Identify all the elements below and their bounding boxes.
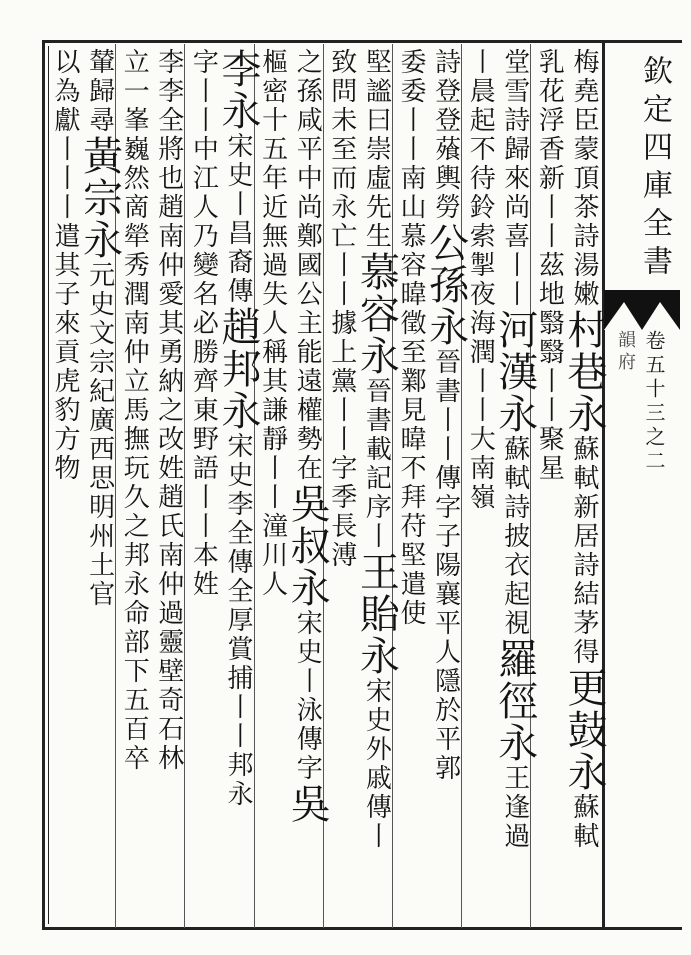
text-column: [76, 48, 123, 609]
text-segment: 夜海潤丨丨: [465, 280, 496, 425]
book-subtitle: 韻府: [615, 330, 636, 374]
headword: 李永: [215, 48, 261, 132]
text-segment: 丨丨丨遣其子來貢虎豹方物: [50, 135, 80, 483]
text-column: [47, 48, 83, 483]
text-segment: 丨丨據上黨: [326, 251, 357, 396]
text-segment: 晉書載記序丨: [361, 377, 392, 551]
text-segment: 蘇軾: [569, 793, 599, 851]
text-segment: 邦永: [223, 751, 253, 809]
text-segment: 乃變名必勝齊東野語丨丨本姓: [188, 222, 219, 599]
text-segment: 元史文宗紀廣西思明州土官: [84, 261, 115, 609]
text-column: [185, 48, 221, 599]
headword: 趙邦永: [215, 306, 261, 432]
text-column: [353, 48, 400, 851]
text-segment: 宋史丨昌裔傳: [223, 132, 253, 306]
text-segment: 致問未至而永亡: [326, 48, 357, 251]
text-column: [422, 48, 469, 783]
text-segment: 字丨丨中江人: [188, 48, 219, 222]
text-segment: 丨丨潼川人: [257, 454, 288, 599]
text-segment: 宋史丨泳傳字: [292, 609, 323, 783]
text-segment: 宋史外戚傳丨: [361, 677, 392, 851]
text-segment: 晉書丨丨傳字子陽襄平人隱於平郭: [430, 348, 461, 783]
text-segment: 丨晨起不待鈴索掣: [465, 48, 496, 280]
text-segment: 委委丨丨: [396, 48, 426, 164]
text-segment: 堂雪詩歸來尚喜丨丨: [499, 48, 530, 309]
headword: 王貽永: [353, 551, 400, 677]
text-segment: 蘇軾新居詩結茅得: [569, 435, 599, 667]
text-segment: 堅謐曰崇虛先生: [361, 48, 392, 251]
text-segment: 李李全將也趙南仲愛其勇納之改姓趙氏南仲過靈壁奇石林: [153, 48, 184, 773]
book-title: 欽定四庫全書: [637, 55, 672, 283]
fishtail-mark-icon: [604, 290, 680, 330]
headword: 慕容永: [353, 251, 400, 377]
headword: 公孫永: [422, 222, 469, 348]
headword: 更鼓永: [561, 667, 607, 793]
text-column: [215, 48, 261, 809]
text-segment: 以為獻: [50, 48, 80, 135]
text-segment: 茲地翳翳丨丨: [534, 251, 565, 425]
headword: 吳叔永: [284, 483, 331, 609]
headword: 羅徑永: [491, 638, 538, 764]
text-column: [284, 48, 331, 825]
text-segment: 王逢過: [499, 764, 530, 851]
text-segment: 輦歸尋: [84, 48, 115, 135]
text-column: [151, 48, 187, 773]
text-column: [491, 48, 538, 851]
headword: 村巷永: [561, 309, 607, 435]
text-segment: 大南嶺: [465, 425, 496, 512]
text-segment: 南山慕容暐徵至鄴見暐不拜苻堅遣使: [396, 164, 426, 628]
headword: 吳: [284, 783, 331, 825]
headword: 黃宗永: [76, 135, 123, 261]
text-segment: 樞密十五年近無過失人稱其謙靜: [257, 48, 288, 454]
text-segment: 乳花浮香新丨丨: [534, 48, 565, 251]
volume-number: 卷五十三之二: [642, 330, 666, 474]
text-segment: 詩登登蕵輿勞: [430, 48, 461, 222]
text-segment: 聚星: [534, 425, 565, 483]
text-segment: 丨丨字季長溥: [326, 396, 357, 570]
text-segment: 之孫咸平中尚鄭國公主能遠權勢在: [292, 48, 323, 483]
text-segment: 蘇軾詩披衣起視: [499, 435, 530, 638]
text-column: [561, 48, 607, 851]
text-segment: 宋史李全傳全厚賞捕丨丨: [223, 432, 253, 751]
headword: 河漢永: [491, 309, 538, 435]
text-segment: 立一峯巍然啇犖秀潤南仲立馬撫玩久之邦永命部下五百卒: [119, 48, 150, 773]
text-segment: 梅堯臣蒙頂茶詩湯嫩: [569, 48, 599, 309]
